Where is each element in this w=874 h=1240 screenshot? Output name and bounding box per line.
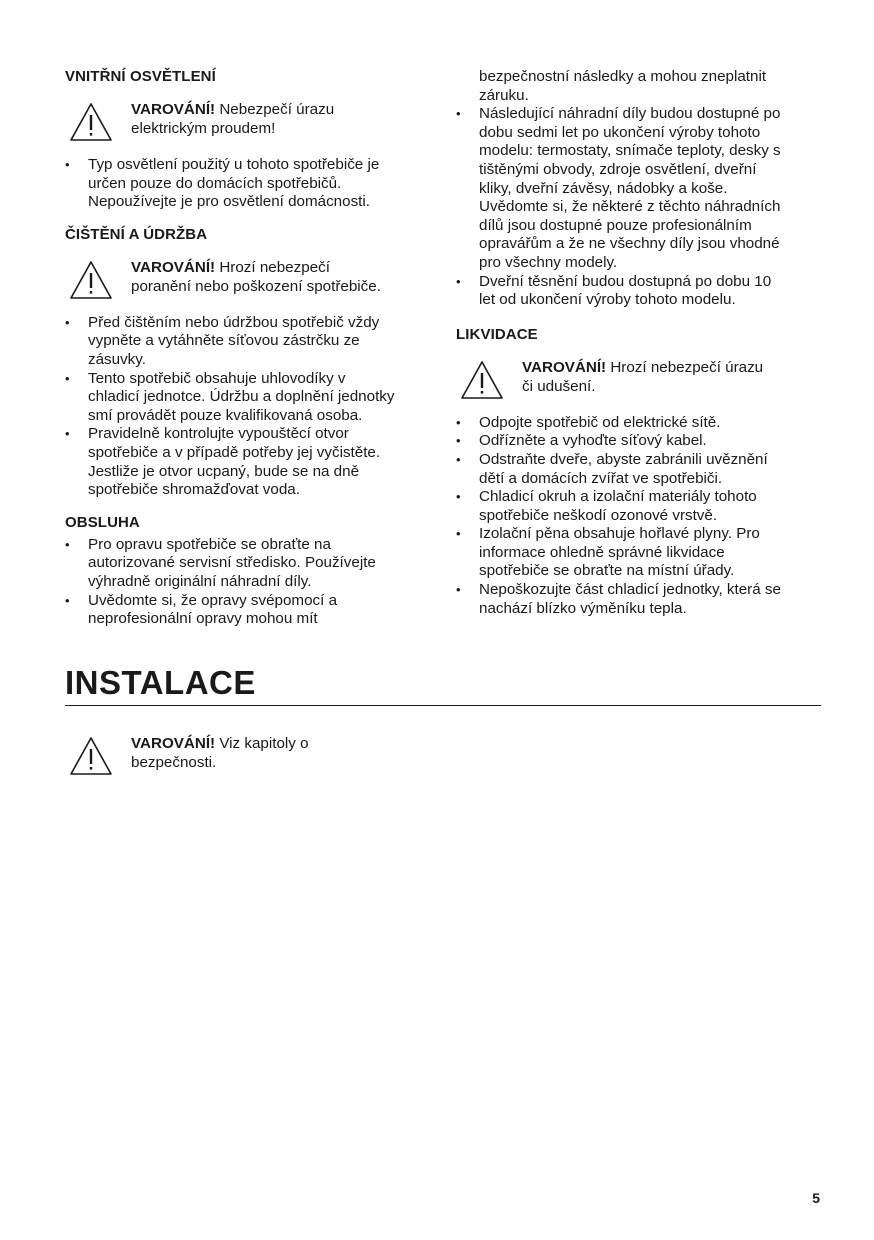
bullet-list: [65, 156, 427, 212]
warning-keyword: VAROVÁNÍ!: [131, 258, 216, 276]
warning-injury: [65, 258, 427, 300]
left-column: [65, 66, 427, 641]
warning-electric-shock: [65, 100, 427, 142]
warning-text: VAROVÁNÍ! Hrozí nebezpečí úrazu či udušení.: [522, 358, 764, 395]
warning-triangle-icon: [69, 736, 113, 776]
list-item: • Odpojte spotřebič od elektrické sítě.: [456, 414, 818, 433]
list-item: • Dveřní těsnění budou dostupná po dobu 10 let od ukončení výroby tohoto modelu.: [456, 273, 818, 310]
warning-keyword: VAROVÁNÍ!: [131, 735, 216, 752]
list-item: • Nepoškozujte část chladicí jednotky, která se nachází blízko výměníku tepla.: [456, 581, 818, 618]
list-item: • Izolační pěna obsahuje hořlavé plyny. Pro informace ohledně správné likvidace spotřebiče se obraťte na místní úřady.: [456, 525, 818, 581]
page-title: INSTALACE: [65, 664, 256, 701]
list-item: • Odřízněte a vyhoďte síťový kabel.: [456, 432, 818, 451]
bullet-list: [456, 105, 818, 310]
warning-triangle-icon: [69, 260, 113, 300]
page-number: 5: [812, 1190, 820, 1206]
bullet-list: [456, 414, 818, 619]
warning-triangle-icon: [69, 102, 113, 142]
install-heading: [65, 661, 821, 706]
warning-keyword: VAROVÁNÍ!: [522, 358, 607, 376]
bullet-list: [65, 536, 427, 629]
list-item: • Typ osvětlení použitý u tohoto spotřebiče je určen pouze do domácích spotřebičů. Nepoužívejte je pro osvětlení domácnosti.: [65, 156, 427, 212]
list-item: • Pravidelně kontrolujte vypouštěcí otvor spotřebiče a v případě potřeby jej vyčistěte. Jestliže je otvor ucpaný, bude se na dně spotřebiče shromažďovat voda.: [65, 425, 427, 499]
bullet-list: [65, 314, 427, 500]
section-title-disposal: LIKVIDACE: [456, 325, 538, 343]
section-title-service: OBSLUHA: [65, 513, 140, 531]
list-item: • Uvědomte si, že opravy svépomocí a neprofesionální opravy mohou mít: [65, 592, 427, 629]
list-item: • Odstraňte dveře, abyste zabránili uvěznění dětí a domácích zvířat ve spotřebiči.: [456, 451, 818, 488]
warning-text: VAROVÁNÍ! Nebezpečí úrazu elektrickým proudem!: [131, 101, 335, 137]
continued-text: bezpečnostní následky a mohou zneplatnit záruku.: [479, 68, 767, 104]
warning-install: [65, 734, 395, 776]
list-item: • Tento spotřebič obsahuje uhlovodíky v chladicí jednotce. Údržbu a doplnění jednotky smí provádět pouze kvalifikovaná osoba.: [65, 370, 427, 426]
warning-text: VAROVÁNÍ! Hrozí nebezpečí poranění nebo poškození spotřebiče.: [131, 258, 381, 295]
right-column: [456, 68, 818, 630]
warning-text: VAROVÁNÍ! Viz kapitoly o bezpečnosti.: [131, 735, 309, 771]
warning-triangle-icon: [460, 360, 504, 400]
list-item: • Následující náhradní díly budou dostupné po dobu sedmi let po ukončení výroby tohoto modelu: termostaty, snímače teploty, desky s tištěnými obvody, zdroje osvětlení, dveřní kliky, dveřní závěsy, nádobky a koše. Uvědomte si, že některé z těchto náhradních dílů jsou dostupné pouze profesionálním opravářům a že ne všechny díly jsou vhodné pro všechny modely.: [456, 105, 818, 272]
section-title-interior-lighting: VNITŘNÍ OSVĚTLENÍ: [65, 68, 216, 85]
list-item: • Pro opravu spotřebiče se obraťte na autorizované servisní středisko. Používejte výhradně originální náhradní díly.: [65, 536, 427, 592]
warning-suffocation: [456, 358, 818, 400]
warning-keyword: VAROVÁNÍ!: [131, 101, 216, 118]
list-item: • Chladicí okruh a izolační materiály tohoto spotřebiče neškodí ozonové vrstvě.: [456, 488, 818, 525]
section-title-cleaning: ČIŠTĚNÍ A ÚDRŽBA: [65, 225, 208, 243]
list-item: • Před čištěním nebo údržbou spotřebič vždy vypněte a vytáhněte síťovou zástrčku ze zásuvky.: [65, 314, 427, 370]
